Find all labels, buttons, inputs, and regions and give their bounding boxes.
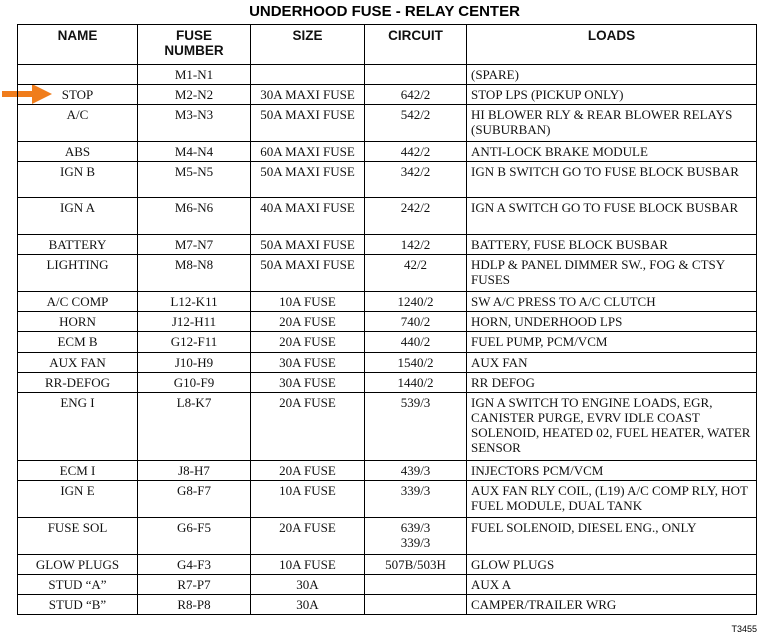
cell-loads: CAMPER/TRAILER WRG: [467, 595, 757, 615]
cell-name: STOP: [18, 85, 138, 105]
cell-name: ENG I: [18, 393, 138, 461]
cell-name: [18, 65, 138, 85]
cell-fuse-number: G10-F9: [138, 373, 251, 393]
cell-loads: IGN A SWITCH TO ENGINE LOADS, EGR, CANISTER PURGE, EVRV IDLE COAST SOLENOID, HEATED 02, FUEL HEATER, WATER SENSOR: [467, 393, 757, 461]
cell-loads: AUX A: [467, 575, 757, 595]
cell-fuse-number: R8-P8: [138, 595, 251, 615]
cell-name: HORN: [18, 312, 138, 332]
table-row: [18, 162, 757, 198]
table-row: [18, 595, 757, 615]
cell-circuit: [365, 595, 467, 615]
cell-fuse-number: J10-H9: [138, 353, 251, 373]
cell-name: ECM B: [18, 332, 138, 353]
cell-name: AUX FAN: [18, 353, 138, 373]
table-row: [18, 65, 757, 85]
cell-name: LIGHTING: [18, 255, 138, 292]
cell-size: 20A FUSE: [251, 312, 365, 332]
cell-loads: FUEL SOLENOID, DIESEL ENG., ONLY: [467, 518, 757, 555]
table-row: [18, 555, 757, 575]
cell-loads: ANTI-LOCK BRAKE MODULE: [467, 142, 757, 162]
fuse-relay-table: [17, 24, 757, 615]
cell-fuse-number: G12-F11: [138, 332, 251, 353]
cell-loads: AUX FAN RLY COIL, (L19) A/C COMP RLY, HOT FUEL MODULE, DUAL TANK: [467, 481, 757, 518]
cell-circuit: 342/2: [365, 162, 467, 198]
table-header-row: [18, 25, 757, 65]
cell-fuse-number: G8-F7: [138, 481, 251, 518]
cell-circuit: 639/3 339/3: [365, 518, 467, 555]
cell-circuit: 42/2: [365, 255, 467, 292]
cell-fuse-number: M5-N5: [138, 162, 251, 198]
cell-size: 20A FUSE: [251, 518, 365, 555]
cell-loads: HDLP & PANEL DIMMER SW., FOG & CTSY FUSES: [467, 255, 757, 292]
cell-fuse-number: J12-H11: [138, 312, 251, 332]
cell-loads: INJECTORS PCM/VCM: [467, 461, 757, 481]
header-size: SIZE: [251, 25, 365, 65]
table-row: [18, 461, 757, 481]
cell-size: 30A FUSE: [251, 353, 365, 373]
cell-size: 50A MAXI FUSE: [251, 255, 365, 292]
cell-fuse-number: M7-N7: [138, 235, 251, 255]
cell-loads: HORN, UNDERHOOD LPS: [467, 312, 757, 332]
cell-fuse-number: M3-N3: [138, 105, 251, 142]
cell-circuit: 439/3: [365, 461, 467, 481]
table-row: [18, 353, 757, 373]
cell-circuit: 740/2: [365, 312, 467, 332]
cell-fuse-number: L12-K11: [138, 292, 251, 312]
cell-loads: (SPARE): [467, 65, 757, 85]
table-row: [18, 198, 757, 235]
cell-fuse-number: G6-F5: [138, 518, 251, 555]
cell-circuit: 440/2: [365, 332, 467, 353]
cell-size: 30A FUSE: [251, 373, 365, 393]
cell-circuit: 1440/2: [365, 373, 467, 393]
table-row: [18, 575, 757, 595]
table-row: [18, 292, 757, 312]
cell-fuse-number: G4-F3: [138, 555, 251, 575]
cell-fuse-number: M2-N2: [138, 85, 251, 105]
cell-name: BATTERY: [18, 235, 138, 255]
cell-circuit: 339/3: [365, 481, 467, 518]
table-row: [18, 85, 757, 105]
table-row: [18, 105, 757, 142]
cell-size: 50A MAXI FUSE: [251, 162, 365, 198]
cell-circuit: 1240/2: [365, 292, 467, 312]
table-row: [18, 518, 757, 555]
cell-fuse-number: L8-K7: [138, 393, 251, 461]
cell-circuit: 507B/503H: [365, 555, 467, 575]
cell-name: IGN E: [18, 481, 138, 518]
cell-circuit: 142/2: [365, 235, 467, 255]
cell-size: 10A FUSE: [251, 292, 365, 312]
cell-size: 10A FUSE: [251, 555, 365, 575]
cell-fuse-number: M6-N6: [138, 198, 251, 235]
cell-size: 30A MAXI FUSE: [251, 85, 365, 105]
cell-name: FUSE SOL: [18, 518, 138, 555]
figure-code: T3455: [731, 624, 757, 634]
table-row: [18, 312, 757, 332]
cell-fuse-number: M1-N1: [138, 65, 251, 85]
cell-circuit: [365, 575, 467, 595]
cell-circuit: 542/2: [365, 105, 467, 142]
cell-loads: STOP LPS (PICKUP ONLY): [467, 85, 757, 105]
cell-fuse-number: J8-H7: [138, 461, 251, 481]
cell-loads: BATTERY, FUSE BLOCK BUSBAR: [467, 235, 757, 255]
cell-size: 20A FUSE: [251, 332, 365, 353]
header-fuse-number: FUSE NUMBER: [138, 25, 251, 65]
cell-circuit: 1540/2: [365, 353, 467, 373]
cell-circuit: [365, 65, 467, 85]
cell-name: ECM I: [18, 461, 138, 481]
table-row: [18, 332, 757, 353]
header-loads: LOADS: [467, 25, 757, 65]
cell-loads: GLOW PLUGS: [467, 555, 757, 575]
cell-loads: FUEL PUMP, PCM/VCM: [467, 332, 757, 353]
cell-loads: HI BLOWER RLY & REAR BLOWER RELAYS (SUBURBAN): [467, 105, 757, 142]
cell-loads: IGN A SWITCH GO TO FUSE BLOCK BUSBAR: [467, 198, 757, 235]
table-row: [18, 235, 757, 255]
header-name: NAME: [18, 25, 138, 65]
cell-fuse-number: M4-N4: [138, 142, 251, 162]
cell-name: IGN B: [18, 162, 138, 198]
table-row: [18, 393, 757, 461]
cell-circuit: 442/2: [365, 142, 467, 162]
table-row: [18, 255, 757, 292]
cell-size: 50A MAXI FUSE: [251, 105, 365, 142]
cell-circuit: 539/3: [365, 393, 467, 461]
cell-name: RR-DEFOG: [18, 373, 138, 393]
table-row: [18, 481, 757, 518]
cell-name: STUD “A”: [18, 575, 138, 595]
table-row: [18, 373, 757, 393]
cell-size: 60A MAXI FUSE: [251, 142, 365, 162]
cell-size: 20A FUSE: [251, 393, 365, 461]
cell-fuse-number: R7-P7: [138, 575, 251, 595]
cell-size: 50A MAXI FUSE: [251, 235, 365, 255]
cell-name: IGN A: [18, 198, 138, 235]
cell-size: 10A FUSE: [251, 481, 365, 518]
cell-size: 30A: [251, 595, 365, 615]
cell-loads: RR DEFOG: [467, 373, 757, 393]
cell-name: GLOW PLUGS: [18, 555, 138, 575]
cell-size: 40A MAXI FUSE: [251, 198, 365, 235]
cell-fuse-number: M8-N8: [138, 255, 251, 292]
cell-name: A/C COMP: [18, 292, 138, 312]
cell-circuit: 642/2: [365, 85, 467, 105]
cell-loads: IGN B SWITCH GO TO FUSE BLOCK BUSBAR: [467, 162, 757, 198]
cell-name: ABS: [18, 142, 138, 162]
cell-size: [251, 65, 365, 85]
cell-name: A/C: [18, 105, 138, 142]
cell-size: 30A: [251, 575, 365, 595]
cell-circuit: 242/2: [365, 198, 467, 235]
header-circuit: CIRCUIT: [365, 25, 467, 65]
table-row: [18, 142, 757, 162]
page-title: UNDERHOOD FUSE - RELAY CENTER: [249, 3, 520, 20]
cell-loads: SW A/C PRESS TO A/C CLUTCH: [467, 292, 757, 312]
cell-name: STUD “B”: [18, 595, 138, 615]
cell-loads: AUX FAN: [467, 353, 757, 373]
cell-size: 20A FUSE: [251, 461, 365, 481]
